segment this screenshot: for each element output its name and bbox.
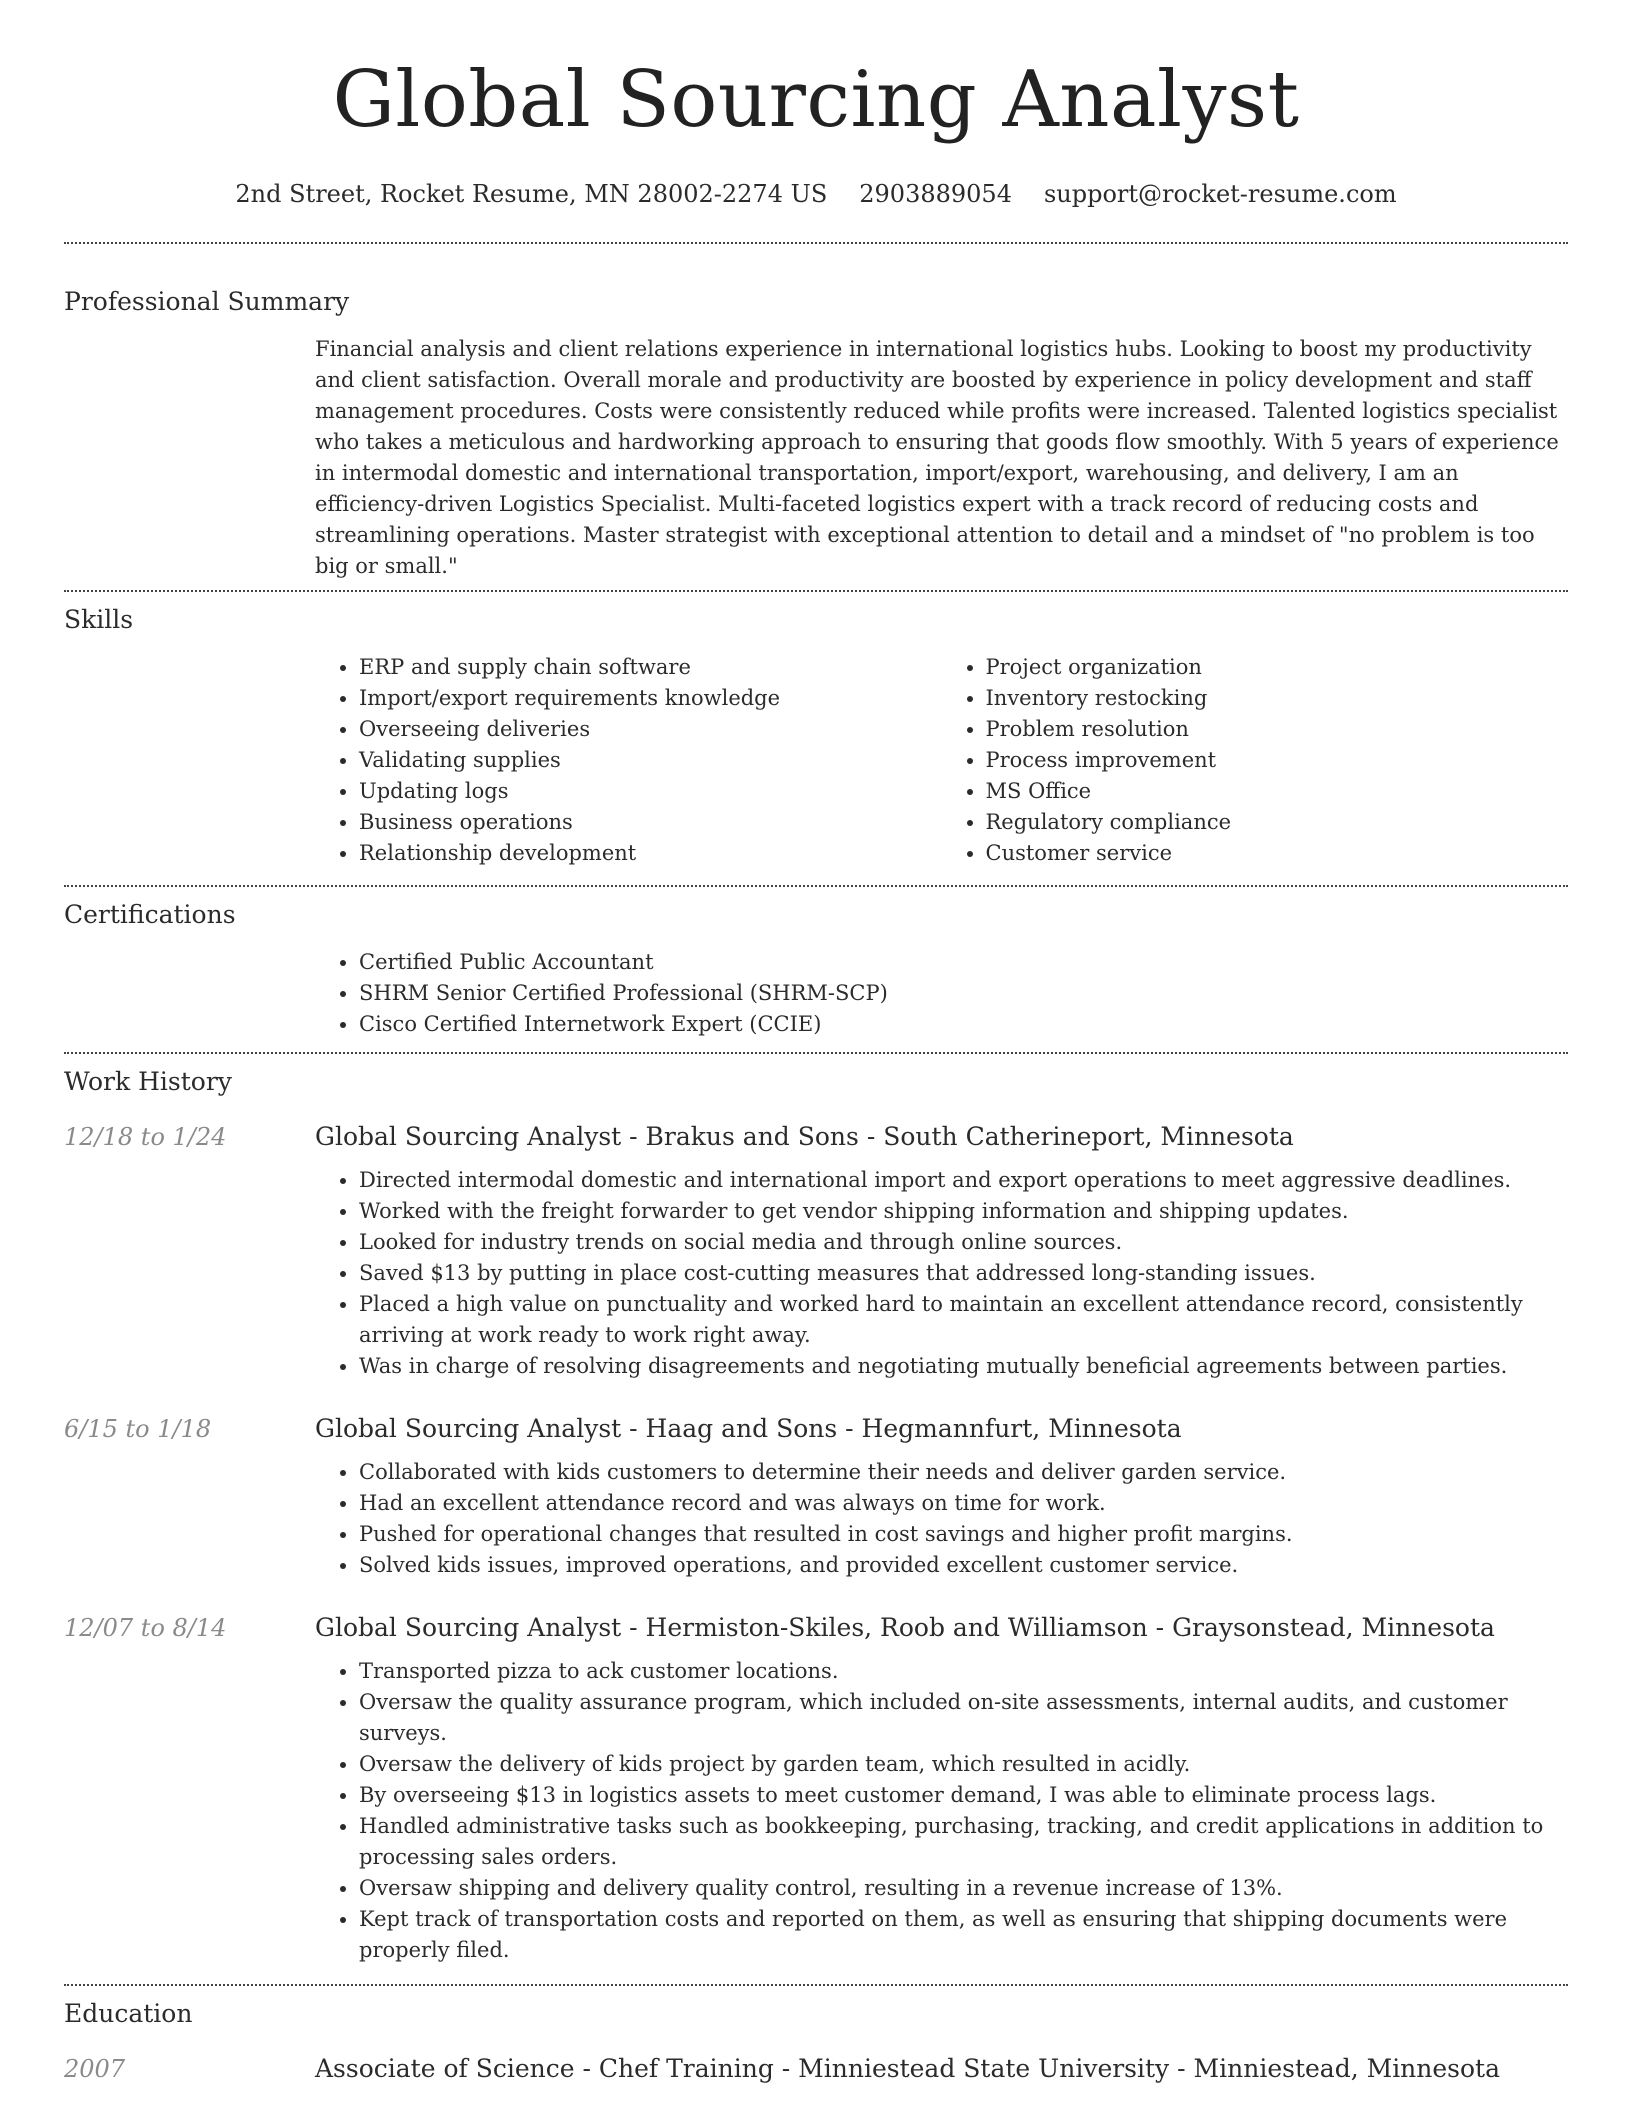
- separator: -: [1147, 1613, 1173, 1642]
- skill-item: • Validating supplies: [359, 745, 942, 776]
- job-bullet: • Oversaw the quality assurance program, which included on-site assessments, internal audits, and customer surveys.: [359, 1687, 1568, 1749]
- separator: -: [1169, 2054, 1194, 2083]
- job-dates: 12/07 to 8/14: [64, 1614, 227, 1642]
- job-title-line: [315, 1613, 1495, 1642]
- section-divider: [64, 1052, 1568, 1054]
- job-company: Brakus and Sons: [645, 1122, 859, 1151]
- job-bullets: [315, 1165, 1568, 1382]
- job-bullet: • Transported pizza to ack customer locations.: [359, 1656, 1568, 1687]
- job-location: South Catherineport, Minnesota: [883, 1122, 1294, 1151]
- skill-item: • Customer service: [986, 838, 1569, 869]
- job-bullet: • By overseeing $13 in logistics assets to meet customer demand, I was able to eliminate process lags.: [359, 1780, 1568, 1811]
- education-heading: Education: [64, 1999, 193, 2028]
- separator: -: [837, 1414, 862, 1443]
- contact-email: support@rocket-resume.com: [1043, 180, 1397, 208]
- job-entry: [64, 1414, 1568, 1581]
- certification-item: • SHRM Senior Certified Professional (SHRM-SCP): [359, 978, 1568, 1009]
- job-bullet: • Oversaw shipping and delivery quality control, resulting in a revenue increase of 13%.: [359, 1873, 1568, 1904]
- skills-section: [64, 604, 1568, 869]
- skill-item: • Relationship development: [359, 838, 942, 869]
- separator: -: [773, 2054, 799, 2083]
- certifications-body: [315, 947, 1568, 1040]
- job-header: [64, 1613, 1568, 1642]
- job-header: [64, 1414, 1568, 1443]
- job-company: Hermiston-Skiles, Roob and Williamson: [645, 1613, 1148, 1642]
- summary-heading: Professional Summary: [64, 287, 350, 316]
- job-header: [64, 1122, 1568, 1151]
- job-bullet: • Saved $13 by putting in place cost-cutting measures that addressed long-standing issues.: [359, 1258, 1568, 1289]
- skill-item: • MS Office: [986, 776, 1569, 807]
- certifications-section: [64, 899, 1568, 1040]
- job-dates: 6/15 to 1/18: [64, 1415, 212, 1443]
- separator: -: [621, 1414, 646, 1443]
- job-bullet: • Kept track of transportation costs and reported on them, as well as ensuring that shipping documents were properly filed.: [359, 1904, 1568, 1966]
- job-bullet: • Directed intermodal domestic and international import and export operations to meet aggressive deadlines.: [359, 1165, 1568, 1196]
- job-company: Haag and Sons: [645, 1414, 838, 1443]
- job-duties: [315, 1656, 1568, 1966]
- education-section: [64, 1998, 1568, 2083]
- contact-address: 2nd Street, Rocket Resume, MN 28002-2274 US: [235, 180, 828, 208]
- job-bullet: • Solved kids issues, improved operations, and provided excellent customer service.: [359, 1550, 1568, 1581]
- section-divider: [64, 885, 1568, 887]
- job-title-line: [315, 1414, 1182, 1443]
- skill-item: • Import/export requirements knowledge: [359, 683, 942, 714]
- job-bullets: [315, 1656, 1568, 1966]
- separator: -: [621, 1613, 646, 1642]
- skill-item: • Process improvement: [986, 745, 1569, 776]
- job-bullet: • Placed a high value on punctuality and worked hard to maintain an excellent attendance record, consistently arriving at work ready to work right away.: [359, 1289, 1568, 1351]
- section-divider: [64, 242, 1568, 244]
- resume-name: Global Sourcing Analyst: [332, 55, 1300, 145]
- skill-item: • Business operations: [359, 807, 942, 838]
- job-dates: 12/18 to 1/24: [64, 1123, 227, 1151]
- work-history-section: [64, 1066, 1568, 1966]
- job-bullet: • Worked with the freight forwarder to get vendor shipping information and shipping updates.: [359, 1196, 1568, 1227]
- education-year: 2007: [64, 2055, 126, 2083]
- skill-item: • Inventory restocking: [986, 683, 1569, 714]
- skill-item: • Project organization: [986, 652, 1569, 683]
- section-divider: [64, 1984, 1568, 1986]
- job-role: Global Sourcing Analyst: [315, 1122, 622, 1151]
- job-duties: [315, 1457, 1568, 1581]
- separator: -: [621, 1122, 646, 1151]
- job-title-line: [315, 1122, 1294, 1151]
- education-field: Chef Training: [598, 2054, 774, 2083]
- education-header: [64, 2054, 1568, 2083]
- skill-item: • Problem resolution: [986, 714, 1569, 745]
- separator: -: [574, 2054, 599, 2083]
- job-duties: [315, 1165, 1568, 1382]
- certification-item: • Cisco Certified Internetwork Expert (CCIE): [359, 1009, 1568, 1040]
- certifications-list: [315, 947, 1568, 1040]
- job-role: Global Sourcing Analyst: [315, 1414, 622, 1443]
- job-bullet: • Collaborated with kids customers to determine their needs and deliver garden service.: [359, 1457, 1568, 1488]
- job-location: Hegmannfurt, Minnesota: [861, 1414, 1182, 1443]
- certification-item: • Certified Public Accountant: [359, 947, 1568, 978]
- job-location: Graysonstead, Minnesota: [1172, 1613, 1495, 1642]
- job-bullet: • Handled administrative tasks such as bookkeeping, purchasing, tracking, and credit applications in addition to processing sales orders.: [359, 1811, 1568, 1873]
- skills-heading: Skills: [64, 605, 134, 634]
- skill-item: • ERP and supply chain software: [359, 652, 942, 683]
- skills-grid: [315, 652, 1568, 869]
- section-divider: [64, 590, 1568, 592]
- job-bullet: • Had an excellent attendance record and was always on time for work.: [359, 1488, 1568, 1519]
- work-history-heading: Work History: [64, 1067, 232, 1096]
- education-title-line: [315, 2054, 1500, 2083]
- separator: -: [858, 1122, 884, 1151]
- education-degree: Associate of Science: [315, 2054, 575, 2083]
- certifications-heading: Certifications: [64, 900, 236, 929]
- skills-list-right: [942, 652, 1569, 869]
- job-bullet: • Oversaw the delivery of kids project by garden team, which resulted in acidly.: [359, 1749, 1568, 1780]
- education-location: Minniestead, Minnesota: [1193, 2054, 1501, 2083]
- job-entry: [64, 1122, 1568, 1382]
- skills-list-left: [315, 652, 942, 869]
- contact-line: [64, 178, 1568, 210]
- skill-item: • Regulatory compliance: [986, 807, 1569, 838]
- summary-section: [64, 286, 1568, 582]
- education-entry: [64, 2054, 1568, 2083]
- job-role: Global Sourcing Analyst: [315, 1613, 622, 1642]
- contact-phone: 2903889054: [859, 180, 1012, 208]
- job-bullet: • Was in charge of resolving disagreements and negotiating mutually beneficial agreements between parties.: [359, 1351, 1568, 1382]
- job-bullets: [315, 1457, 1568, 1581]
- skill-item: • Updating logs: [359, 776, 942, 807]
- education-school: Minniestead State University: [798, 2054, 1170, 2083]
- job-bullet: • Pushed for operational changes that resulted in cost savings and higher profit margins.: [359, 1519, 1568, 1550]
- job-bullet: • Looked for industry trends on social media and through online sources.: [359, 1227, 1568, 1258]
- summary-text: Financial analysis and client relations experience in international logistics hubs. Looking to boost my productivity and client satisfaction. Overall morale and productivity are boosted by experience in policy development and staff management procedures. Costs were consistently reduced while profits were increased. Talented logistics specialist who takes a meticulous and hardworking approach to ensuring that goods flow smoothly. With 5 years of experience in intermodal domestic and international transportation, import/export, warehousing, and delivery, I am an efficiency-driven Logistics Specialist. Multi-faceted logistics expert with a track record of reducing costs and streamlining operations. Master strategist with exceptional attention to detail and a mindset of "no problem is too big or small.": [315, 337, 1559, 578]
- skill-item: • Overseeing deliveries: [359, 714, 942, 745]
- job-entry: [64, 1613, 1568, 1966]
